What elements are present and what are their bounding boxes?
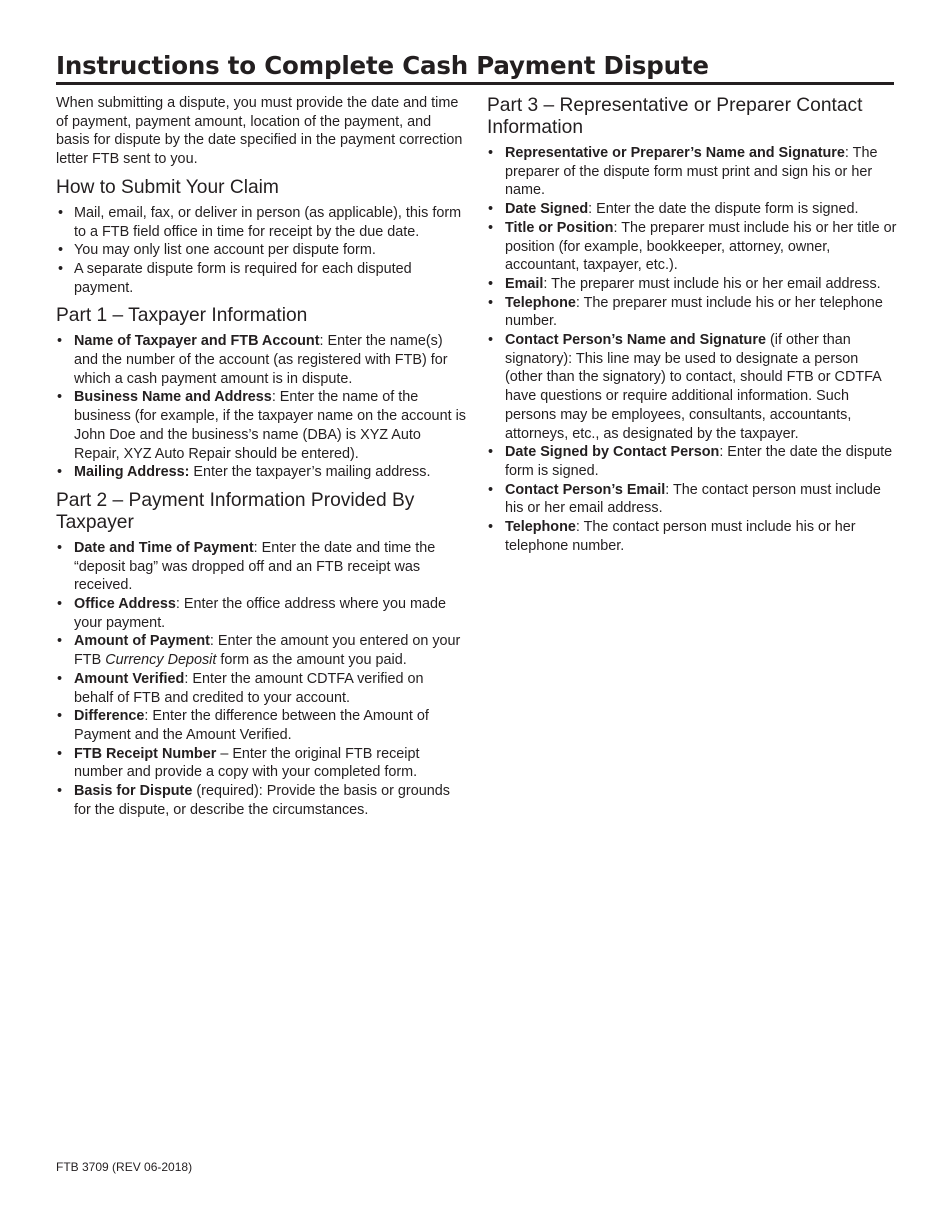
bullet-icon: • xyxy=(488,294,494,311)
list-item: • Contact Person’s Name and Signature (if other than signatory): This line may be used to designate a person (other than the signatory) to contact, should FTB or CDTFA have questions or require additional information. Such persons may be employees, consultants, accountants, attorneys, etc., as designated by the taxpayer. xyxy=(488,332,881,442)
bullet-icon: • xyxy=(57,596,63,613)
intro-paragraph: When submitting a dispute, you must provide the date and time of payment, payment amount, location of the payment, and basis for dispute by the date specified in the payment correction letter FTB sent to you. xyxy=(56,95,463,168)
bullet-icon: • xyxy=(58,204,64,221)
bullet-icon: • xyxy=(57,745,63,762)
list-item: • Date and Time of Payment: Enter the date and time the “deposit bag” was dropped off and an FTB receipt was received. xyxy=(57,539,436,594)
bullet-icon: • xyxy=(488,145,494,161)
list-item: • Business Name and Address: Enter the name of the business (for example, if the taxpayer name on the account is John Doe and the business’s name (DBA) is XYZ Auto Repair, XYZ Auto Repair should be entered). xyxy=(57,389,466,462)
list-item: • Representative or Preparer’s Name and Signature: The preparer of the dispute form must print and sign his or her name. xyxy=(488,145,878,199)
list-item: • You may only list one account per dispute form. xyxy=(58,242,376,259)
list-item: • Title or Position: The preparer must include his or her title or position (for example, bookkeeper, attorney, owner, accountant, taxpayer, etc.). xyxy=(488,219,897,274)
list-item: • Amount Verified: Enter the amount CDTFA verified on behalf of FTB and credited to your account. xyxy=(57,670,424,706)
part1-heading: Part 1 – Taxpayer Information xyxy=(56,305,308,327)
bullet-icon: • xyxy=(58,242,64,259)
list-item: • Office Address: Enter the office address where you made your payment. xyxy=(57,596,446,631)
list-item: • Basis for Dispute (required): Provide the basis or grounds for the dispute, or describe the circumstances. xyxy=(57,783,450,818)
left-column xyxy=(56,94,466,820)
page-title: Instructions to Complete Cash Payment Dispute xyxy=(56,50,894,85)
bullet-icon: • xyxy=(488,332,494,349)
bullet-icon: • xyxy=(488,481,494,498)
list-item: • Telephone: The contact person must include his or her telephone number. xyxy=(488,519,856,554)
how-to-submit-heading: How to Submit Your Claim xyxy=(56,176,279,198)
list-item: • Contact Person’s Email: The contact person must include his or her email address. xyxy=(488,481,881,517)
part2-list xyxy=(56,539,466,820)
list-item: • FTB Receipt Number – Enter the original FTB receipt number and provide a copy with your completed form. xyxy=(57,745,420,781)
list-item: • Amount of Payment: Enter the amount you entered on your FTB Currency Deposit form as the amount you paid. xyxy=(57,633,461,669)
bullet-icon: • xyxy=(488,201,494,218)
list-item: • Difference: Enter the difference between the Amount of Payment and the Amount Verified. xyxy=(57,708,429,743)
right-column xyxy=(487,94,897,555)
bullet-icon: • xyxy=(57,389,63,406)
bullet-icon: • xyxy=(57,464,63,481)
bullet-icon: • xyxy=(57,708,63,725)
bullet-icon: • xyxy=(58,260,64,277)
list-item: • Date Signed: Enter the date the dispute form is signed. xyxy=(488,201,859,218)
part3-list xyxy=(487,144,897,555)
list-item: • Date Signed by Contact Person: Enter the date the dispute form is signed. xyxy=(488,444,893,479)
bullet-icon: • xyxy=(57,670,63,687)
bullet-icon: • xyxy=(488,444,494,461)
list-item: • Email: The preparer must include his or her email address. xyxy=(488,275,881,292)
bullet-icon: • xyxy=(488,275,494,292)
how-to-submit-list xyxy=(56,204,466,298)
list-item: • Mailing Address: Enter the taxpayer’s mailing address. xyxy=(57,464,431,481)
part3-heading: Part 3 – Representative or Preparer Contact Information xyxy=(487,95,863,138)
bullet-icon: • xyxy=(488,519,494,536)
bullet-icon: • xyxy=(57,333,63,350)
list-item: • Name of Taxpayer and FTB Account: Enter the name(s) and the number of the account (as registered with FTB) for which a cash payment amount is in dispute. xyxy=(57,333,448,387)
bullet-icon: • xyxy=(57,633,63,650)
bullet-icon: • xyxy=(488,219,494,236)
list-item: • A separate dispute form is required for each disputed payment. xyxy=(58,260,412,296)
list-item: • Telephone: The preparer must include his or her telephone number. xyxy=(488,294,883,330)
bullet-icon: • xyxy=(57,783,63,800)
part2-heading: Part 2 – Payment Information Provided By Taxpayer xyxy=(56,489,415,533)
list-item: • Mail, email, fax, or deliver in person (as applicable), this form to a FTB field office in time for receipt by the due date. xyxy=(58,204,462,240)
part1-list xyxy=(56,332,466,482)
bullet-icon: • xyxy=(57,539,63,556)
form-number-footer: FTB 3709 (REV 06-2018) xyxy=(56,1160,193,1174)
